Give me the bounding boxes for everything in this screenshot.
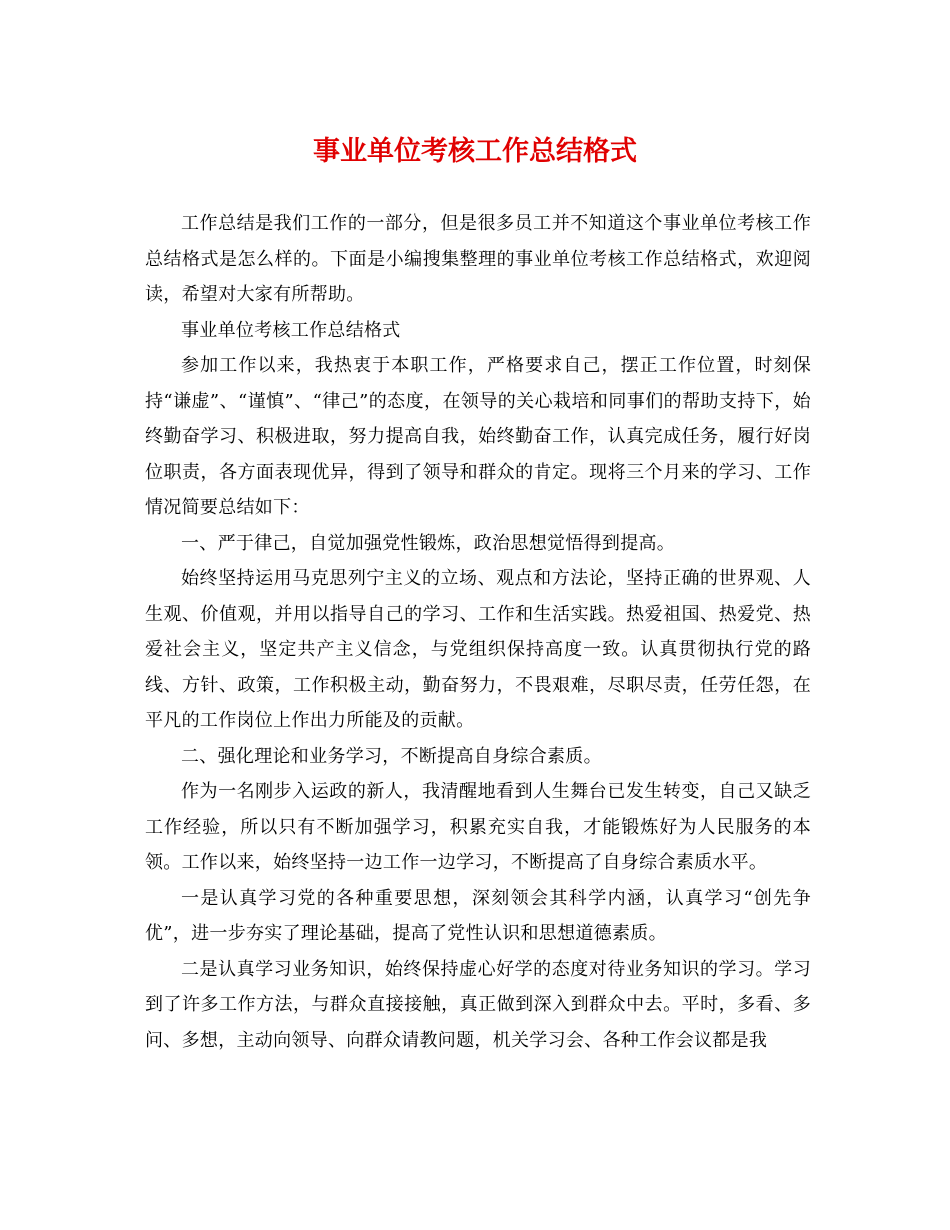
paragraph-point-1: 一是认真学习党的各种重要思想，深刻领会其科学内涵，认真学习“创先争优”，进一步夯实了理论基础，提高了党性认识和思想道德素质。 <box>145 887 811 944</box>
document-title: 事业单位考核工作总结格式 <box>313 136 637 167</box>
paragraph-section-2: 作为一名刚步入运政的新人，我清醒地看到人生舞台已发生转变，自己又缺乏工作经验，所以只有不断加强学习，积累充实自我，才能锻炼好为人民服务的本领。工作以来，始终坚持一边工作一边学习，不断提高了自身综合素质水平。 <box>145 781 811 873</box>
section-heading-2: 二、强化理论和业务学习，不断提高自身综合素质。 <box>181 745 602 767</box>
paragraph-intro: 工作总结是我们工作的一部分，但是很多员工并不知道这个事业单位考核工作总结格式是怎么样的。下面是小编搜集整理的事业单位考核工作总结格式，欢迎阅读，希望对大家有所帮助。 <box>145 213 811 305</box>
section-heading-1: 一、严于律己，自觉加强党性锻炼，政治思想觉悟得到提高。 <box>181 532 676 554</box>
paragraph-point-2: 二是认真学习业务知识，始终保持虚心好学的态度对待业务知识的学习。学习到了许多工作方法，与群众直接接触，真正做到深入到群众中去。平时，多看、多问、多想，主动向领导、向群众请教问题，机关学习会、各种工作会议都是我 <box>145 958 811 1051</box>
paragraph-section-1: 始终坚持运用马克思列宁主义的立场、观点和方法论，坚持正确的世界观、人生观、价值观，并用以指导自己的学习、工作和生活实践。热爱祖国、热爱党、热爱社会主义，坚定共产主义信念，与党组织保持高度一致。认真贯彻执行党的路线、方针、政策，工作积极主动，勤奋努力，不畏艰难，尽职尽责，任劳任怨，在平凡的工作岗位上作出力所能及的贡献。 <box>145 568 811 731</box>
paragraph-opening: 参加工作以来，我热衷于本职工作，严格要求自己，摆正工作位置，时刻保持“谦虚”、“谨慎”、“律己”的态度，在领导的关心栽培和同事们的帮助支持下，始终勤奋学习、积极进取，努力提高自我，始终勤奋工作，认真完成任务，履行好岗位职责，各方面表现优异，得到了领导和群众的肯定。现将三个月来的学习、工作情况简要总结如下： <box>145 355 811 518</box>
paragraph-subtitle: 事业单位考核工作总结格式 <box>181 319 401 341</box>
document-body <box>145 206 811 1058</box>
